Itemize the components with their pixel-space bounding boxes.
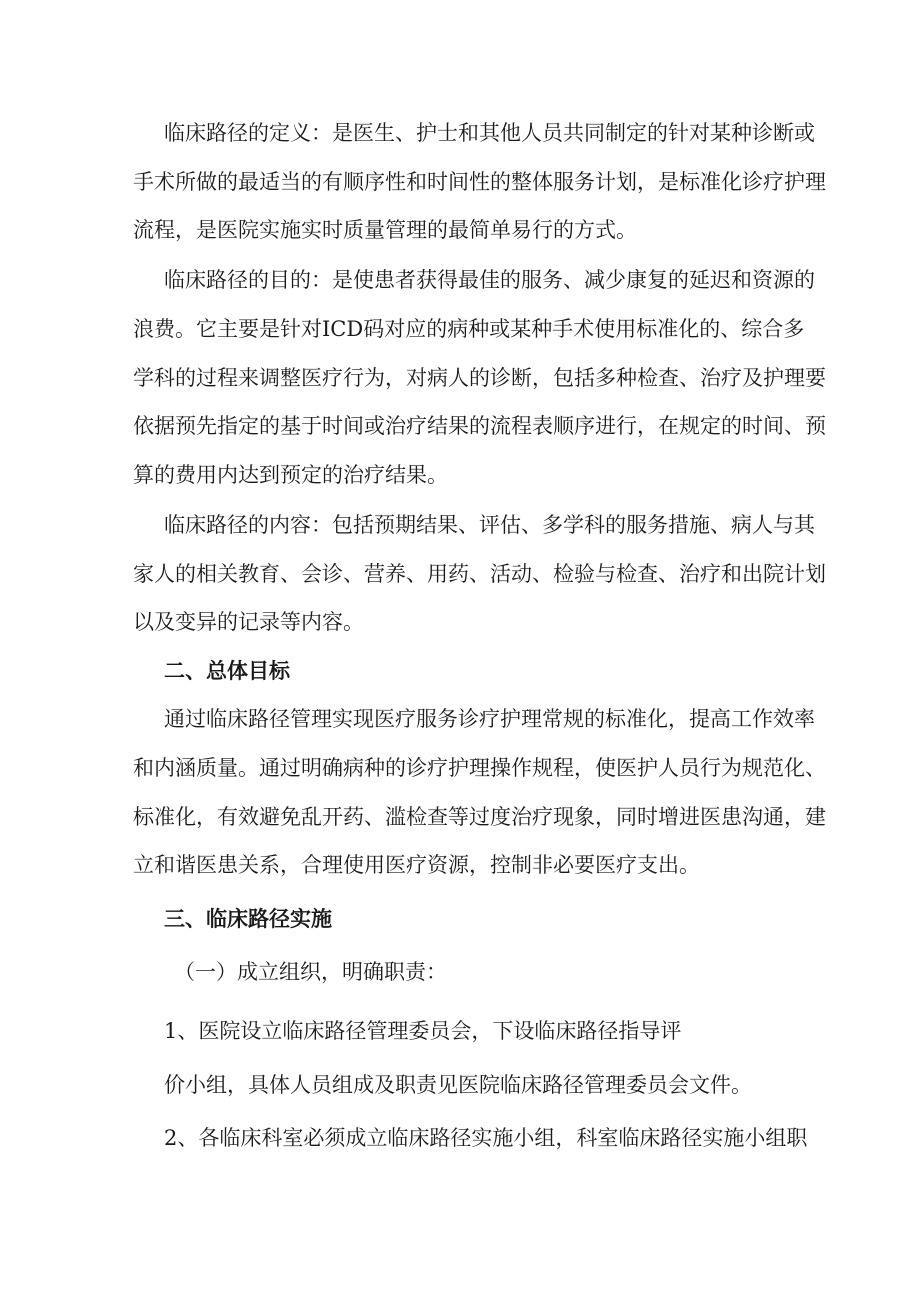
purpose-line-5: 算的费用内达到预定的治疗结果。 (133, 463, 448, 487)
content-line-1: 临床路径的内容：包括预期结果、评估、多学科的服务措施、病人与其 (164, 513, 815, 537)
section2-line-4: 立和谐医患关系，合理使用医疗资源，控制非必要医疗支出。 (133, 853, 700, 877)
purpose-line-3: 学科的过程来调整医疗行为，对病人的诊断，包括多种检查、治疗及护理要 (133, 366, 826, 390)
item1-line-2: 价小组，具体人员组成及职责见医院临床路径管理委员会文件。 (164, 1073, 752, 1097)
section3-subheading: （一）成立组织，明确职责： (174, 960, 447, 984)
content-line-2: 家人的相关教育、会诊、营养、用药、活动、检验与检查、治疗和出院计划 (133, 562, 826, 586)
purpose-line-4: 依据预先指定的基于时间或治疗结果的流程表顺序进行，在规定的时间、预 (133, 414, 826, 438)
section3-heading: 三、临床路径实施 (164, 906, 332, 931)
section2-line-1: 通过临床路径管理实现医疗服务诊疗护理常规的标准化，提高工作效率 (164, 707, 815, 731)
content-line-3: 以及变异的记录等内容。 (133, 610, 364, 634)
definition-line-2: 手术所做的最适当的有顺序性和时间性的整体服务计划，是标准化诊疗护理 (133, 170, 826, 194)
purpose-line-2: 浪费。它主要是针对ICD码对应的病种或某种手术使用标准化的、综合多 (133, 317, 805, 341)
section2-line-3: 标准化，有效避免乱开药、滥检查等过度治疗现象，同时增进医患沟通，建 (133, 805, 826, 829)
item2-line-1: 2、各临床科室必须成立临床路径实施小组，科室临床路径实施小组职 (164, 1126, 808, 1150)
section2-heading: 二、总体目标 (164, 658, 290, 683)
definition-line-1: 临床路径的定义：是医生、护士和其他人员共同制定的针对某种诊断或 (164, 121, 815, 145)
definition-line-3: 流程，是医院实施实时质量管理的最简单易行的方式。 (133, 218, 637, 242)
section2-line-2: 和内涵质量。通过明确病种的诊疗护理操作规程，使医护人员行为规范化、 (133, 756, 826, 780)
purpose-line-1: 临床路径的目的：是使患者获得最佳的服务、减少康复的延迟和资源的 (164, 268, 815, 292)
item1-line-1: 1、医院设立临床路径管理委员会，下设临床路径指导评 (164, 1019, 682, 1043)
